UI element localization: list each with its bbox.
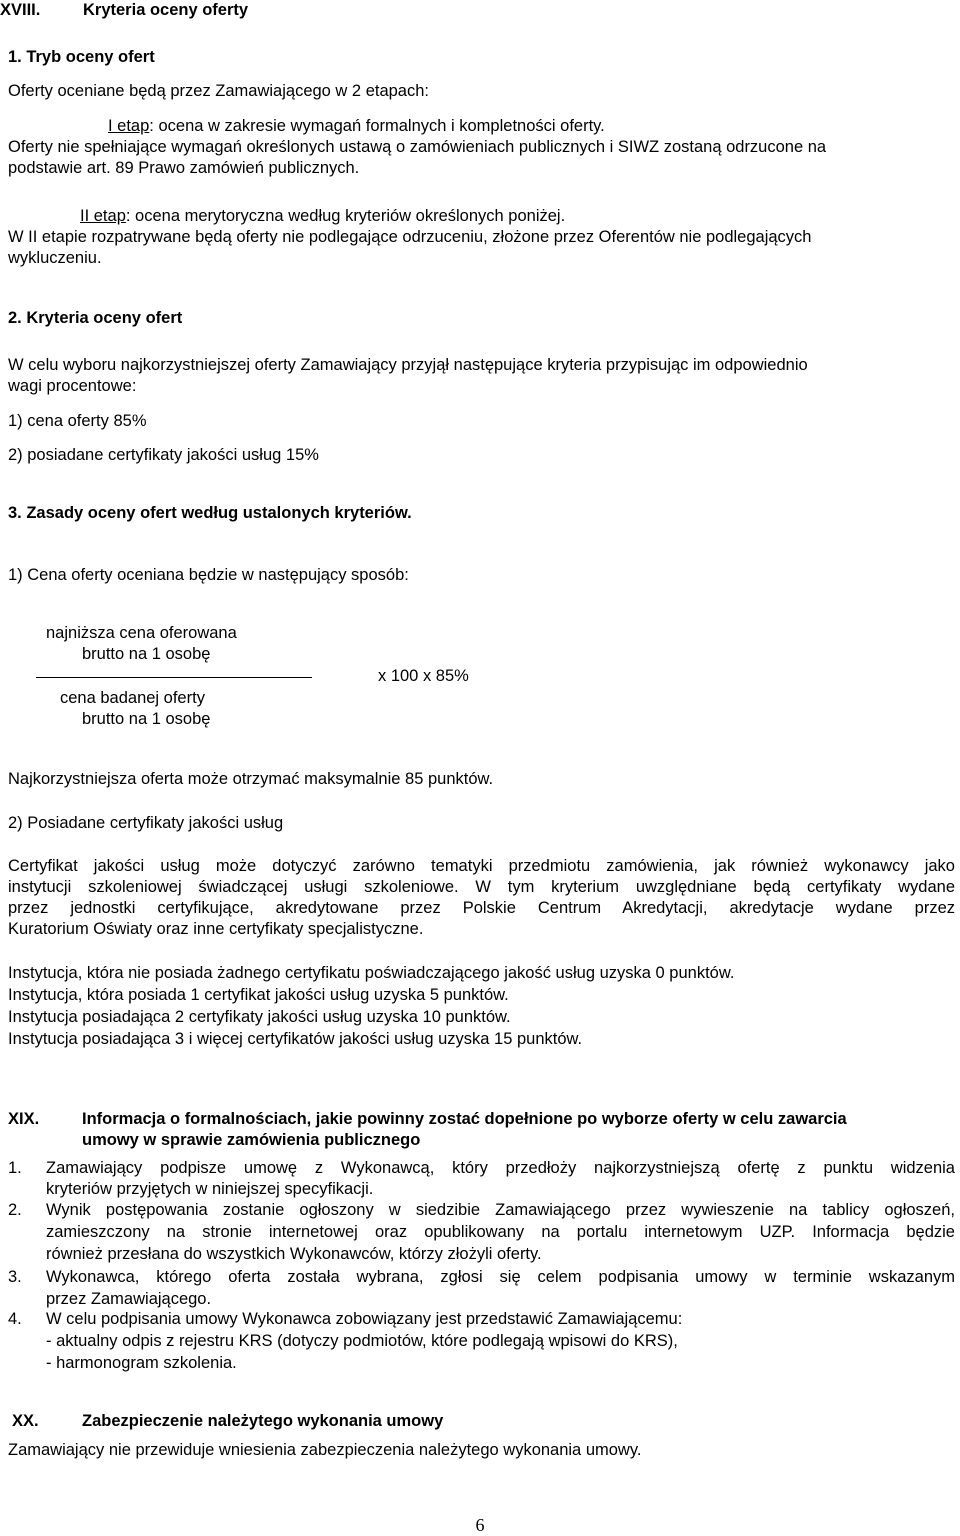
subheading-kryteria: 2. Kryteria oceny ofert <box>8 309 183 327</box>
etap2-desc-line-2: wykluczeniu. <box>8 249 102 267</box>
etap1-desc-line-2: podstawie art. 89 Prawo zamówień publicznych. <box>8 159 360 177</box>
item-4-line-1: W celu podpisania umowy Wykonawca zobowiązany jest przedstawić Zamawiającemu: <box>46 1310 683 1328</box>
points-3-certificates: Instytucja posiadająca 3 i więcej certyfikatów jakości usług uzyska 15 punktów. <box>8 1030 583 1048</box>
page-number: 6 <box>475 1515 485 1535</box>
etap1-label: I etap <box>108 117 150 135</box>
criterion-2: 2) posiadane certyfikaty jakości usług 15% <box>8 446 319 464</box>
kryteria-desc-line-1: W celu wyboru najkorzystniejszej oferty Zamawiający przyjął następujące kryteria przypisując im odpowiednio <box>8 356 808 374</box>
cert-desc-line-4: Kuratorium Oświaty oraz inne certyfikaty specjalistyczne. <box>8 920 424 938</box>
item-2-line-2: zamieszczony na stronie internetowej oraz opublikowany na portalu internetowym UZP. Informacja będzie <box>46 1223 955 1241</box>
cert-criterion-heading: 2) Posiadane certyfikaty jakości usług <box>8 814 284 832</box>
etap1-desc-line-1: Oferty nie spełniające wymagań określonych ustawą o zamówieniach publicznych i SIWZ zostaną odrzucone na <box>8 138 827 156</box>
item-2-line-1: Wynik postępowania zostanie ogłoszony w siedzibie Zamawiającego przez wywieszenie na tablicy ogłoszeń, <box>46 1201 955 1219</box>
subheading-tryb: 1. Tryb oceny ofert <box>8 48 155 66</box>
formula-denominator-line-1: cena badanej oferty <box>60 689 205 707</box>
points-1-certificate: Instytucja, która posiada 1 certyfikat jakości usług uzyska 5 punktów. <box>8 986 509 1004</box>
item-4-number: 4. <box>8 1310 22 1328</box>
etap2-text: : ocena merytoryczna według kryteriów określonych poniżej. <box>125 207 566 225</box>
formula-denominator-line-2: brutto na 1 osobę <box>82 710 211 728</box>
kryteria-desc-line-2: wagi procentowe: <box>8 377 137 395</box>
etap1-line <box>108 116 605 137</box>
item-2-number: 2. <box>8 1201 22 1219</box>
points-2-certificates: Instytucja posiadająca 2 certyfikaty jakości usług uzyska 10 punktów. <box>8 1008 511 1026</box>
item-1-line-2: kryteriów przyjętych w niniejszej specyfikacji. <box>46 1180 374 1198</box>
formula-numerator-line-2: brutto na 1 osobę <box>82 645 211 663</box>
paragraph-intro: Oferty oceniane będą przez Zamawiającego w 2 etapach: <box>8 82 429 100</box>
item-3-number: 3. <box>8 1268 22 1286</box>
etap1-text: : ocena w zakresie wymagań formalnych i kompletności oferty. <box>149 117 605 135</box>
section-xx-text: Zamawiający nie przewiduje wniesienia zabezpieczenia należytego wykonania umowy. <box>8 1441 642 1459</box>
max-points-note: Najkorzystniejsza oferta może otrzymać maksymalnie 85 punktów. <box>8 770 494 788</box>
etap2-desc-line-1: W II etapie rozpatrywane będą oferty nie podlegające odrzuceniu, złożone przez Oferentów nie podlegających <box>8 228 812 246</box>
item-4-line-3: - harmonogram szkolenia. <box>46 1354 237 1372</box>
subheading-zasady: 3. Zasady oceny ofert według ustalonych kryteriów. <box>8 504 412 522</box>
item-2-line-3: również przesłana do wszystkich Wykonawców, którzy złożyli oferty. <box>46 1245 542 1263</box>
etap2-line <box>80 206 565 227</box>
item-1-number: 1. <box>8 1159 22 1177</box>
formula-multiplier: x 100 x 85% <box>378 667 469 685</box>
item-3-line-2: przez Zamawiającego. <box>46 1290 212 1308</box>
etap2-label: II etap <box>80 207 126 225</box>
cert-desc-line-1: Certyfikat jakości usług może dotyczyć zarówno tematyki przedmiotu zamówienia, jak również wykonawcy jako <box>8 857 955 875</box>
price-criterion-heading: 1) Cena oferty oceniana będzie w następujący sposób: <box>8 566 409 584</box>
item-1-line-1: Zamawiający podpisze umowę z Wykonawcą, który przedłoży najkorzystniejszą ofertę z punktu widzenia <box>46 1159 955 1177</box>
section-xx-title: Zabezpieczenie należytego wykonania umowy <box>82 1412 444 1430</box>
cert-desc-line-2: instytucji szkoleniowej świadczącej usługi szkoleniowe. W tym kryterium uwzględniane będą certyfikaty wydane <box>8 878 955 896</box>
item-4-line-2: - aktualny odpis z rejestru KRS (dotyczy podmiotów, które podlegają wpisowi do KRS), <box>46 1332 678 1350</box>
section-xviii-number: XVIII. <box>0 1 41 19</box>
formula-fraction-bar <box>36 677 312 678</box>
item-3-line-1: Wykonawca, którego oferta została wybrana, zgłosi się celem podpisania umowy w terminie wskazanym <box>46 1268 955 1286</box>
section-xix-title-line-2: umowy w sprawie zamówienia publicznego <box>82 1131 421 1149</box>
section-xviii-title: Kryteria oceny oferty <box>83 1 249 19</box>
formula-numerator-line-1: najniższa cena oferowana <box>46 624 237 642</box>
section-xix-number: XIX. <box>8 1110 40 1128</box>
section-xix-title-line-1: Informacja o formalnościach, jakie powinny zostać dopełnione po wyborze oferty w celu zawarcia <box>82 1110 847 1128</box>
section-xx-number: XX. <box>12 1412 39 1430</box>
criterion-1: 1) cena oferty 85% <box>8 412 147 430</box>
points-0-certificates: Instytucja, która nie posiada żadnego certyfikatu poświadczającego jakość usług uzyska 0 punktów. <box>8 964 735 982</box>
cert-desc-line-3: przez jednostki certyfikujące, akredytowane przez Polskie Centrum Akredytacji, akredytacje wydane przez <box>8 899 955 917</box>
